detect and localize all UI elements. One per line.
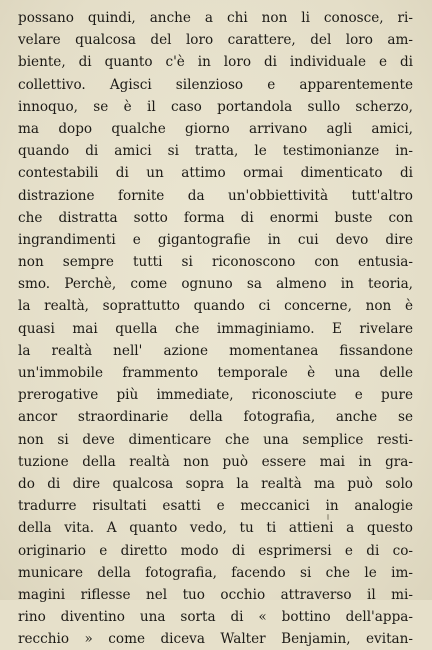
text-line: quasi mai quella che immaginiamo. E rivelare [18, 320, 413, 337]
text-line: quando di amici si tratta, le testimonianze in- [18, 143, 413, 160]
text-line: la realtà, soprattutto quando ci concerne, non è [18, 298, 413, 315]
text-line: tuzione della realtà non può essere mai in gra- [18, 453, 413, 470]
text-line: non sempre tutti si riconoscono con entusia- [18, 254, 413, 271]
text-line: della vita. A quanto vedo, tu ti attieni a questo [18, 520, 413, 537]
text-line: un'immobile frammento temporale è una delle [18, 365, 413, 381]
paper-speck [327, 514, 329, 520]
text-line: innoquo, se è il caso portandola sullo scherzo, [18, 98, 413, 115]
text-line: prerogative più immediate, riconosciute e pure [18, 387, 413, 404]
text-line: possano quindi, anche a chi non li conosce, ri- [18, 10, 413, 26]
text-line: tradurre risultati esatti e meccanici in analogie [18, 498, 413, 515]
text-line: biente, di quanto c'è in loro di individuale e di [18, 54, 413, 71]
text-line: municare della fotografia, facendo si che le im- [18, 564, 413, 581]
text-line: magini riflesse nel tuo occhio attraverso il mi- [18, 586, 413, 603]
text-line: ancor straordinarie della fotografia, anche se [18, 409, 413, 426]
text-line: velare qualcosa del loro carattere, del loro am- [18, 32, 413, 49]
text-line: distrazione fornite da un'obbiettività tutt'altro [18, 187, 413, 204]
text-line: contestabili di un attimo ormai dimenticato di [18, 165, 413, 182]
text-line: ingrandimenti e gigantografie in cui devo dire [18, 231, 413, 248]
text-line: che distratta sotto forma di enormi buste con [18, 209, 413, 226]
text-line: non si deve dimenticare che una semplice resti- [18, 431, 413, 448]
body-text [18, 7, 413, 650]
text-line: do di dire qualcosa sopra la realtà ma può solo [18, 475, 413, 492]
text-line: ma dopo qualche giorno arrivano agli amici, [18, 120, 413, 137]
text-line: originario e diretto modo di esprimersi e di co- [18, 542, 413, 559]
text-line: recchio » come diceva Walter Benjamin, evitan- [18, 631, 413, 648]
text-line: la realtà nell' azione momentanea fissandone [18, 342, 413, 359]
text-line: rino diventino una sorta di « bottino dell'appa- [18, 609, 413, 626]
text-line: smo. Perchè, come ognuno sa almeno in teoria, [18, 276, 413, 293]
text-line: collettivo. Agisci silenzioso e apparentemente [18, 76, 413, 93]
